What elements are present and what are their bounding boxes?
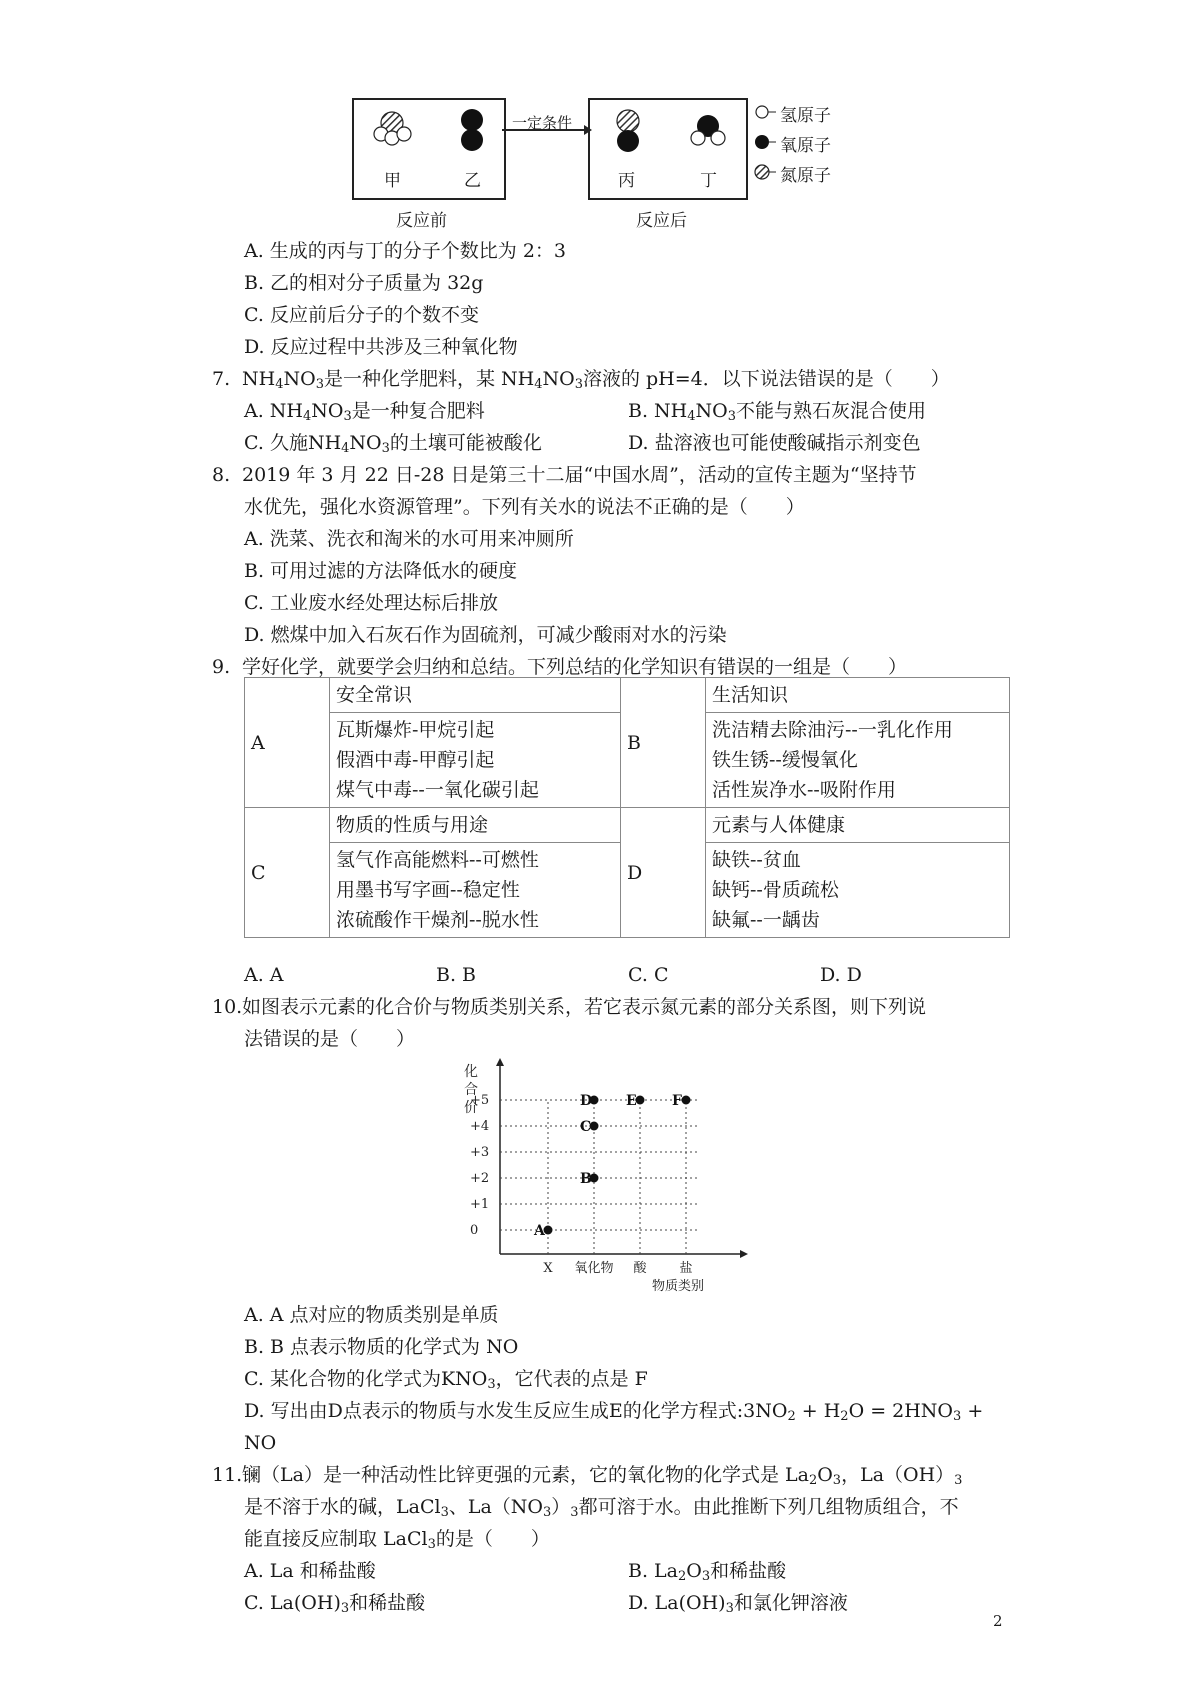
q11-stem-line2: 是不溶于水的碱，LaCl$_3$、$La(NO_3)_3$都可溶于水。由此推断下列几组物质组合，不 bbox=[244, 1496, 959, 1520]
label-jia: 甲 bbox=[384, 171, 401, 191]
q8-stem-line2: 水优先，强化水资源管理”。下列有关水的说法不正确的是（ ） bbox=[244, 496, 805, 518]
page-number: 2 bbox=[993, 1612, 1003, 1630]
q7-option-a: A. $NH_4NO_3$是一种复合肥料 bbox=[244, 400, 485, 424]
x-tick-label: 盐 bbox=[679, 1261, 693, 1276]
q8-option-c: C. 工业废水经处理达标后排放 bbox=[244, 592, 498, 614]
q7-option-c: C. 久施$NH_4NO_3$的土壤可能被酸化 bbox=[244, 432, 542, 456]
q6-option-a: A. 生成的丙与丁的分子个数比为 2：3 bbox=[244, 240, 567, 262]
q8-option-a: A. 洗菜、洗衣和淘米的水可用来冲厕所 bbox=[244, 528, 574, 550]
y-axis-label-char: 价 bbox=[464, 1100, 478, 1116]
q10-option-d: D. 写出由D点表示的物质与水发生反应生成E的化学方程式$:3NO_2 + H_2O = 2HNO_3$ + bbox=[244, 1400, 984, 1424]
q9-option-c: C. C bbox=[628, 964, 669, 986]
q11-stem-line1: 11.镧（La）是一种活动性比锌更强的元素，它的氧化物的化学式是 $La_2O_3$，$La(OH)_3$ bbox=[212, 1464, 963, 1488]
point-label-f: F bbox=[672, 1093, 682, 1109]
cell-c-items: 氢气作高能燃料--可燃性 用墨书写字画--稳定性 浓硫酸作干燥剂--脱水性 bbox=[330, 843, 621, 938]
label-bing: 丙 bbox=[618, 171, 635, 191]
q11-option-b: B. $La_2O_3$和稀盐酸 bbox=[628, 1560, 787, 1584]
cell-d-items: 缺铁--贫血 缺钙--骨质疏松 缺氟--一龋齿 bbox=[706, 843, 1010, 938]
q9-stem: 9. 学好化学，就要学会归纳和总结。下列总结的化学知识有错误的一组是（ ） bbox=[212, 656, 908, 678]
q9-option-b: B. B bbox=[436, 964, 477, 986]
caption-before: 反应前 bbox=[396, 211, 447, 231]
y-tick-label: +2 bbox=[470, 1171, 490, 1186]
molecule-bing bbox=[617, 110, 639, 152]
caption-after: 反应后 bbox=[636, 211, 687, 231]
q11-stem-line3: 能直接反应制取 LaCl$_3$的是（ ） bbox=[244, 1528, 550, 1552]
molecule-yi bbox=[461, 109, 483, 151]
y-tick-label: +4 bbox=[470, 1119, 490, 1134]
q11-option-c: C. $La(OH)_3$和稀盐酸 bbox=[244, 1592, 426, 1616]
point-label-e: E bbox=[626, 1093, 637, 1109]
y-tick-label: +1 bbox=[470, 1197, 490, 1212]
point-label-a: A bbox=[534, 1223, 545, 1239]
q10-option-a: A. A 点对应的物质类别是单质 bbox=[244, 1304, 499, 1326]
x-tick-label: X bbox=[543, 1261, 553, 1276]
cell-d-label: D bbox=[621, 808, 706, 938]
q9-option-a: A. A bbox=[244, 964, 284, 986]
y-tick-label: 0 bbox=[470, 1223, 479, 1238]
q8-option-d: D. 燃煤中加入石灰石作为固硫剂，可减少酸雨对水的污染 bbox=[244, 624, 727, 646]
q6-option-d: D. 反应过程中共涉及三种氧化物 bbox=[244, 336, 518, 358]
cell-b-head: 生活知识 bbox=[706, 678, 1010, 713]
q7-stem: 7. $NH_4NO_3$是一种化学肥料，某 $NH_4NO_3$溶液的 pH=4．以下说法错误的是（ ） bbox=[212, 368, 950, 392]
point-label-c: C bbox=[580, 1119, 592, 1135]
cell-d-head: 元素与人体健康 bbox=[706, 808, 1010, 843]
arrow-label: 一定条件 bbox=[512, 114, 573, 132]
y-axis-arrow bbox=[496, 1058, 504, 1066]
x-tick-label: 酸 bbox=[633, 1261, 647, 1276]
q6-option-b: B. 乙的相对分子质量为 32g bbox=[244, 272, 484, 294]
legend-nitrogen: 氮原子 bbox=[780, 166, 831, 186]
cell-a-items: 瓦斯爆炸-甲烷引起 假酒中毒-甲醇引起 煤气中毒--一氧化碳引起 bbox=[330, 713, 621, 808]
q10-option-b: B. B 点表示物质的化学式为 NO bbox=[244, 1336, 519, 1358]
point-label-d: D bbox=[580, 1093, 593, 1109]
q9-option-d: D. D bbox=[820, 964, 862, 986]
q8-option-b: B. 可用过滤的方法降低水的硬度 bbox=[244, 560, 518, 582]
molecule-jia bbox=[374, 112, 411, 145]
point-label-b: B bbox=[580, 1171, 592, 1187]
legend-hydrogen: 氢原子 bbox=[780, 106, 831, 126]
legend-oxygen: 氧原子 bbox=[780, 136, 831, 156]
x-axis-label: 物质类别 bbox=[651, 1279, 705, 1294]
point-f bbox=[682, 1096, 691, 1105]
q11-option-d: D. $La(OH)_3$和氯化钾溶液 bbox=[628, 1592, 848, 1616]
q7-option-d: D. 盐溶液也可能使酸碱指示剂变色 bbox=[628, 432, 921, 454]
y-axis-label-char: 化 bbox=[464, 1064, 478, 1080]
valence-chart bbox=[440, 1054, 780, 1299]
x-tick-label: 氧化物 bbox=[574, 1261, 614, 1276]
q10-stem-line2: 法错误的是（ ） bbox=[244, 1028, 416, 1050]
point-e bbox=[636, 1096, 645, 1105]
label-yi: 乙 bbox=[464, 171, 481, 191]
q11-option-a: A. La 和稀盐酸 bbox=[244, 1560, 376, 1582]
q10-option-d-cont: NO bbox=[244, 1432, 277, 1454]
label-ding: 丁 bbox=[700, 171, 717, 191]
cell-c-head: 物质的性质与用途 bbox=[330, 808, 621, 843]
cell-b-items: 洗洁精去除油污--一乳化作用 铁生锈--缓慢氧化 活性炭净水--吸附作用 bbox=[706, 713, 1010, 808]
q8-stem-line1: 8. 2019 年 3 月 22 日-28 日是第三十二届“中国水周”，活动的宣传主题为“坚持节 bbox=[212, 464, 917, 486]
cell-a-head: 安全常识 bbox=[330, 678, 621, 713]
y-axis-label-char: 合 bbox=[464, 1082, 478, 1098]
y-tick-label: +5 bbox=[470, 1093, 490, 1108]
y-tick-label: +3 bbox=[470, 1145, 490, 1160]
cell-c-label: C bbox=[245, 808, 330, 938]
q7-option-b: B. $NH_4NO_3$不能与熟石灰混合使用 bbox=[628, 400, 927, 424]
q6-option-c: C. 反应前后分子的个数不变 bbox=[244, 304, 479, 326]
q10-option-c: C. 某化合物的化学式为$KNO_3$，它代表的点是 F bbox=[244, 1368, 648, 1392]
cell-b-label: B bbox=[621, 678, 706, 808]
q9-table bbox=[244, 677, 1010, 938]
legend-symbols bbox=[755, 106, 776, 179]
molecule-ding bbox=[691, 115, 725, 145]
q10-stem-line1: 10.如图表示元素的化合价与物质类别关系，若它表示氮元素的部分关系图，则下列说 bbox=[212, 996, 927, 1018]
x-axis-arrow bbox=[740, 1250, 748, 1258]
cell-a-label: A bbox=[245, 678, 330, 808]
